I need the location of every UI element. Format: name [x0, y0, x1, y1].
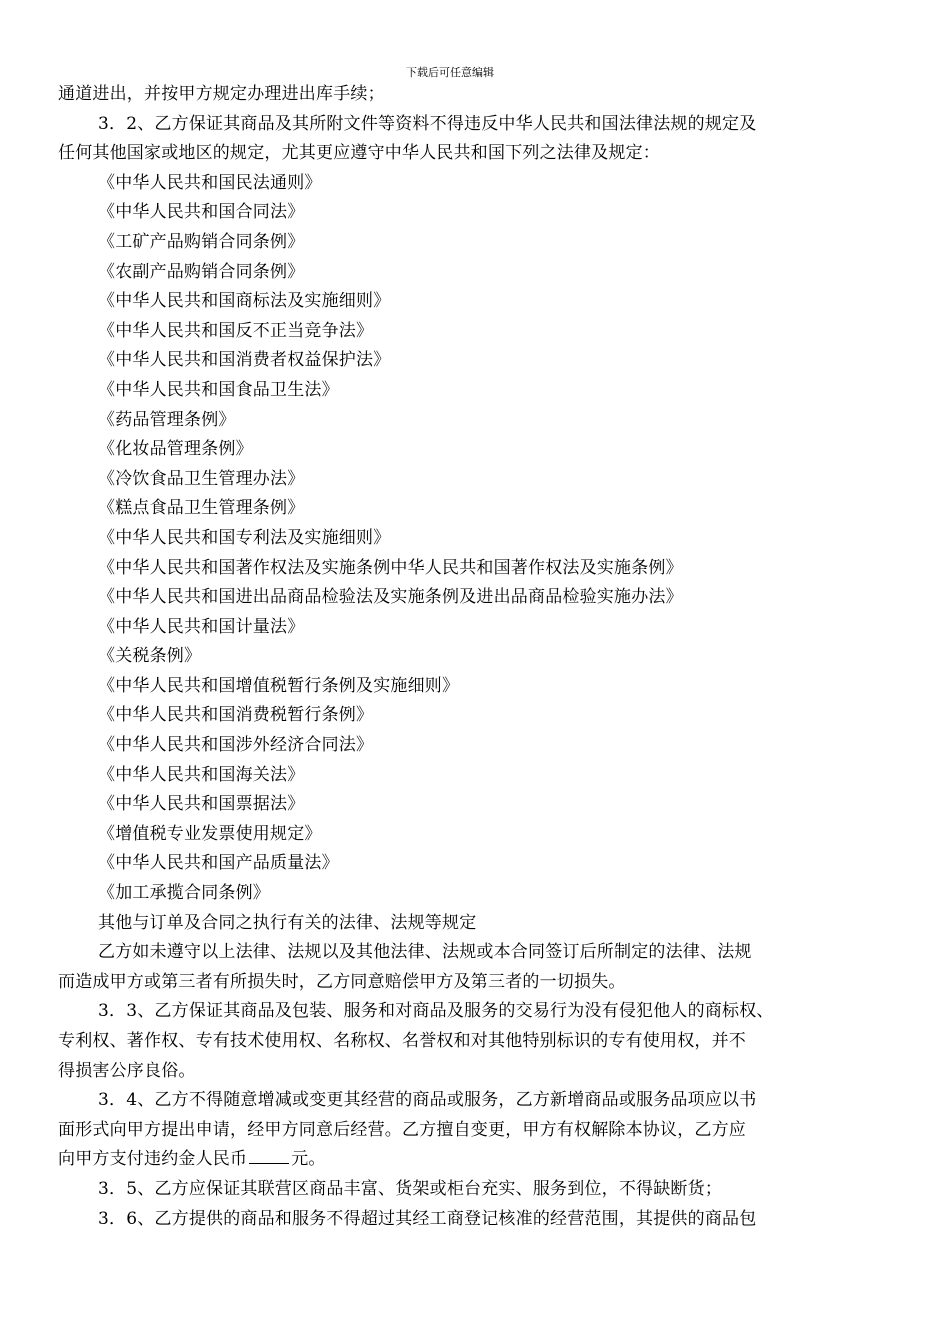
law-item: 《冷饮食品卫生管理办法》 — [98, 468, 305, 489]
law-item: 《加工承揽合同条例》 — [98, 883, 270, 904]
clause-3-4-line-1: 3．4、乙方不得随意增减或变更其经营的商品或服务，乙方新增商品或服务品项应以书 — [98, 1090, 757, 1111]
law-item: 《中华人民共和国合同法》 — [98, 202, 305, 223]
law-item: 《增值税专业发票使用规定》 — [98, 823, 322, 844]
penalty-amount-blank — [249, 1147, 289, 1164]
law-item: 《中华人民共和国增值税暂行条例及实施细则》 — [98, 675, 460, 696]
clause-3-3-line-1: 3．3、乙方保证其商品及包装、服务和对商品及服务的交易行为没有侵犯他人的商标权、 — [98, 1001, 774, 1022]
law-item: 《中华人民共和国消费者权益保护法》 — [98, 350, 391, 371]
law-item: 《中华人民共和国反不正当竞争法》 — [98, 320, 374, 341]
paragraph-continuation: 通道进出，并按甲方规定办理进出库手续； — [58, 84, 385, 104]
clause-3-6-line-1: 3．6、乙方提供的商品和服务不得超过其经工商登记核准的经营范围，其提供的商品包 — [98, 1208, 757, 1229]
clause-3-4-line-3-prefix: 向甲方支付违约金人民币 — [58, 1149, 248, 1170]
law-item: 《中华人民共和国产品质量法》 — [98, 853, 339, 874]
clause-3-4-line-3 — [58, 1145, 858, 1175]
law-item: 《中华人民共和国票据法》 — [98, 794, 305, 815]
clause-3-4-line-3-suffix: 元。 — [291, 1149, 326, 1170]
law-item: 《糕点食品卫生管理条例》 — [98, 498, 305, 519]
law-item: 《中华人民共和国商标法及实施细则》 — [98, 291, 391, 312]
law-item: 《中华人民共和国进出品商品检验法及实施条例及进出品商品检验实施办法》 — [98, 587, 683, 608]
clause-3-2-line-1: 3．2、乙方保证其商品及其所附文件等资料不得违反中华人民共和国法律法规的规定及 — [98, 113, 757, 134]
law-item: 《中华人民共和国民法通则》 — [98, 172, 322, 193]
page-header-note: 下载后可任意编辑 — [406, 66, 494, 79]
law-item: 《中华人民共和国专利法及实施细则》 — [98, 527, 391, 548]
clause-3-3-line-2: 专利权、著作权、专有技术使用权、名称权、名誉权和对其他特别标识的专有使用权，并不 — [58, 1031, 746, 1051]
law-item: 《中华人民共和国消费税暂行条例》 — [98, 705, 374, 726]
law-item: 《中华人民共和国计量法》 — [98, 616, 305, 637]
law-item: 《中华人民共和国涉外经济合同法》 — [98, 735, 374, 756]
clause-3-2-line-2: 任何其他国家或地区的规定，尤其更应遵守中华人民共和国下列之法律及规定： — [58, 143, 660, 164]
clause-3-4-line-2: 面形式向甲方提出申请，经甲方同意后经营。乙方擅自变更，甲方有权解除本协议，乙方应 — [58, 1119, 746, 1140]
violation-line-2: 而造成甲方或第三者有所损失时，乙方同意赔偿甲方及第三者的一切损失。 — [58, 971, 626, 992]
law-item: 《工矿产品购销合同条例》 — [98, 231, 305, 252]
document-body — [58, 80, 858, 1234]
law-item: 《化妆品管理条例》 — [98, 439, 253, 460]
law-list — [58, 169, 858, 909]
clause-3-5: 3．5、乙方应保证其联营区商品丰富、货架或柜台充实、服务到位，不得缺断货； — [98, 1178, 723, 1199]
clause-3-3-line-3: 得损害公序良俗。 — [58, 1060, 196, 1081]
law-item: 《药品管理条例》 — [98, 409, 236, 430]
law-item: 《中华人民共和国著作权法及实施条例中华人民共和国著作权法及实施条例》 — [98, 557, 683, 578]
law-item: 《农副产品购销合同条例》 — [98, 261, 305, 282]
law-item: 《中华人民共和国海关法》 — [98, 764, 305, 785]
law-item: 《关税条例》 — [98, 646, 202, 667]
law-item: 《中华人民共和国食品卫生法》 — [98, 379, 339, 400]
other-laws-line: 其他与订单及合同之执行有关的法律、法规等规定 — [98, 912, 477, 933]
violation-line-1: 乙方如未遵守以上法律、法规以及其他法律、法规或本合同签订后所制定的法律、法规 — [98, 942, 752, 963]
